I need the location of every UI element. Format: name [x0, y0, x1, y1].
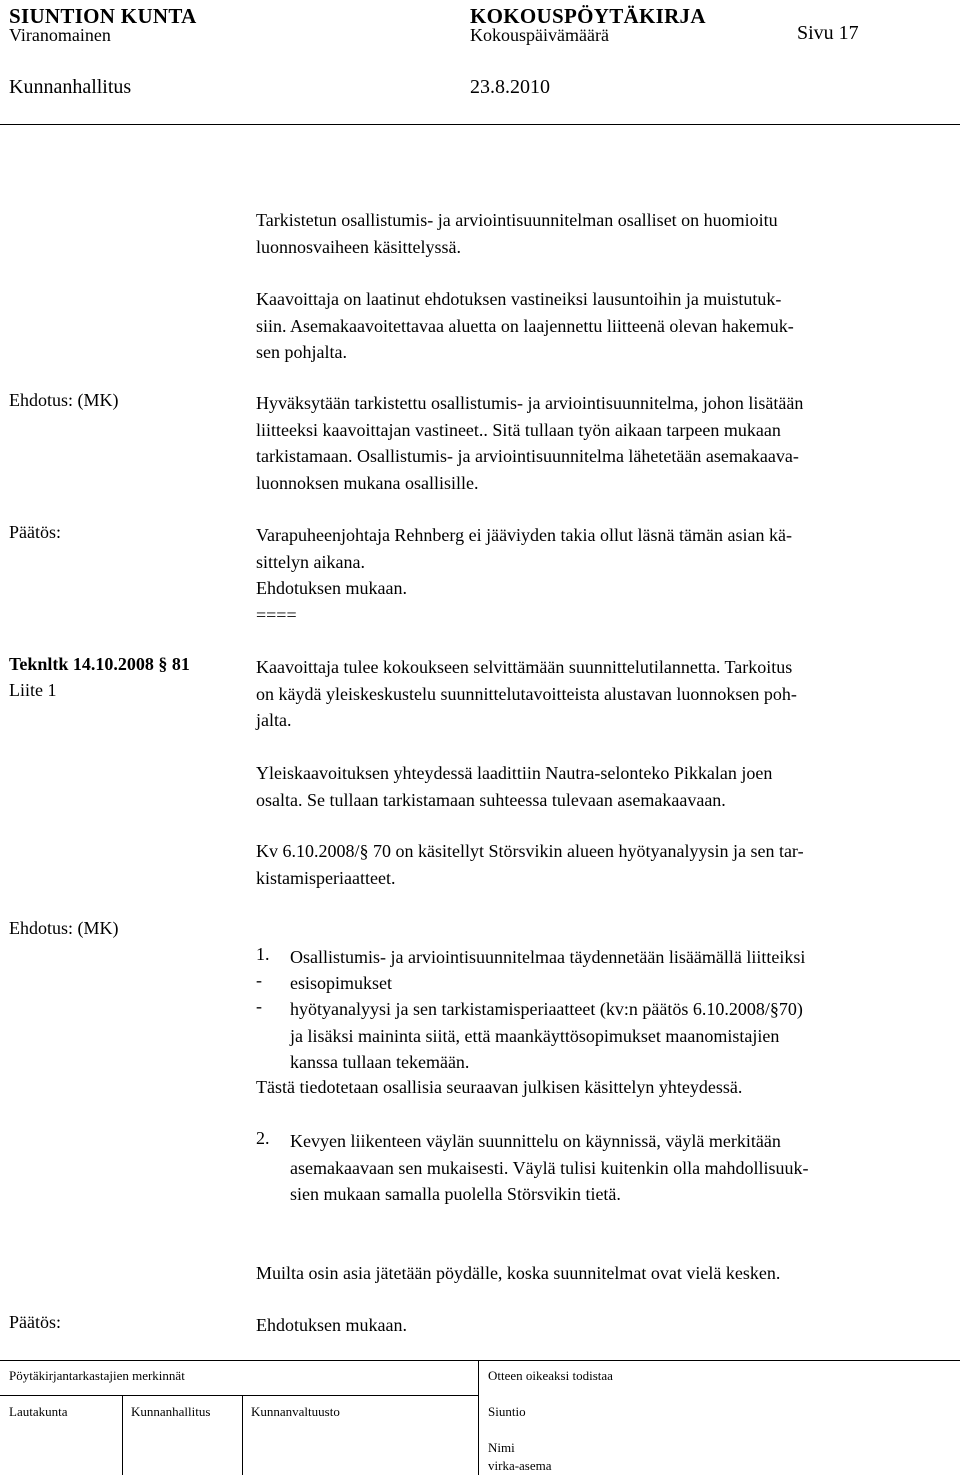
item-number-2: 2.: [256, 1128, 270, 1148]
proposal-label-2: Ehdotus: (MK): [9, 918, 119, 938]
inform-text: Tästä tiedotetaan osallisia seuraavan julkisen käsittelyn yhteydessä.: [256, 1077, 743, 1097]
page-number: Sivu 17: [797, 22, 859, 44]
item-text-2: Kevyen liikenteen väylän suunnittelu on käynnissä, väylä merkitään asemakaavaan sen mukaisesti. Väylä tulisi kuitenkin olla mahdollisuuk- sien mukaan samalla puolella Störsvikin tietä.: [290, 1131, 809, 1204]
authority-label: Viranomainen: [9, 25, 111, 45]
footer-center-divider: [478, 1360, 479, 1475]
closing-text: Muilta osin asia jätetään pöydälle, koska suunnitelmat ovat vielä kesken.: [256, 1263, 781, 1283]
certified-label: Otteen oikeaksi todistaa: [488, 1368, 613, 1383]
name-label: Nimi: [488, 1440, 515, 1455]
tech-paragraph-1: Kaavoittaja tulee kokoukseen selvittämään suunnittelutilannetta. Tarkoitus on käydä yleiskeskustelu suunnittelutavoitteista alustavan luonnoksen poh- jalta.: [256, 657, 797, 730]
proposal-text: Hyväksytään tarkistettu osallistumis- ja arviointisuunnitelma, johon lisätään liitteeksi kaavoittajan vastineet.. Sitä tullaan työn aikaan tarpeen mukaan tarkistamaan. Osallistumis- ja arviointisuunnitelma lähetetään asemakaava- luonnoksen mukana osallisille.: [256, 393, 804, 493]
dash-text-1: esisopimukset: [290, 973, 392, 993]
council-label: Kunnanvaltuusto: [251, 1404, 340, 1419]
header-divider: [0, 124, 960, 125]
intro-paragraph-2: Kaavoittaja on laatinut ehdotuksen vastineiksi lausuntoihin ja muistutuk- siin. Asemakaavoitettavaa aluetta on laajennettu liitteenä olevan hakemuk- sen pohjalta.: [256, 289, 794, 362]
decision-label-2: Päätös:: [9, 1312, 61, 1332]
footer-col-divider-1: [122, 1395, 123, 1475]
document-type: KOKOUSPÖYTÄKIRJA: [470, 4, 706, 28]
attachment-label: Liite 1: [9, 680, 57, 700]
authority-name: Kunnanhallitus: [9, 76, 132, 98]
footer-col-divider-2: [242, 1395, 243, 1475]
footer-top-rule: [0, 1360, 960, 1361]
municipality-name: SIUNTION KUNTA: [9, 4, 197, 28]
date-label: Kokouspäivämäärä: [470, 25, 609, 45]
decision-text: Varapuheenjohtaja Rehnberg ei jääviyden takia ollut läsnä tämän asian kä- sittelyn aikana. Ehdotuksen mukaan. ====: [256, 525, 792, 625]
intro-paragraph-1: Tarkistetun osallistumis- ja arviointisuunnitelman osalliset on huomioitu luonnosvaiheen käsittelyssä.: [256, 210, 778, 257]
dash-marker-2: -: [256, 996, 262, 1016]
municipal-board-label: Kunnanhallitus: [131, 1404, 211, 1419]
place-label: Siuntio: [488, 1404, 526, 1419]
item-number-1: 1.: [256, 944, 270, 964]
dash-marker-1: -: [256, 970, 262, 990]
decision-label: Päätös:: [9, 522, 61, 542]
item-text-1: Osallistumis- ja arviointisuunnitelmaa täydennetään lisäämällä liitteiksi: [290, 947, 806, 967]
reviewers-label: Pöytäkirjantarkastajien merkinnät: [9, 1368, 185, 1383]
title-label: virka-asema: [488, 1458, 552, 1473]
dash-text-2: hyötyanalyysi ja sen tarkistamisperiaatteet (kv:n päätös 6.10.2008/§70) ja lisäksi maininta siitä, että maankäyttösopimukset maanomistajien kanssa tullaan tekemään.: [290, 999, 803, 1072]
board-label: Lautakunta: [9, 1404, 68, 1419]
meeting-date: 23.8.2010: [470, 76, 550, 98]
tech-paragraph-3: Kv 6.10.2008/§ 70 on käsitellyt Störsvikin alueen hyötyanalyysin ja sen tar- kistamisperiaatteet.: [256, 841, 804, 888]
footer-row-rule: [0, 1395, 478, 1396]
tech-paragraph-2: Yleiskaavoituksen yhteydessä laadittiin Nautra-selonteko Pikkalan joen osalta. Se tullaan tarkistamaan suhteessa tulevaan asemakaavaan.: [256, 763, 773, 810]
decision-text-2: Ehdotuksen mukaan.: [256, 1315, 407, 1335]
reference-title: Teknltk 14.10.2008 § 81: [9, 654, 190, 674]
proposal-label: Ehdotus: (MK): [9, 390, 119, 410]
